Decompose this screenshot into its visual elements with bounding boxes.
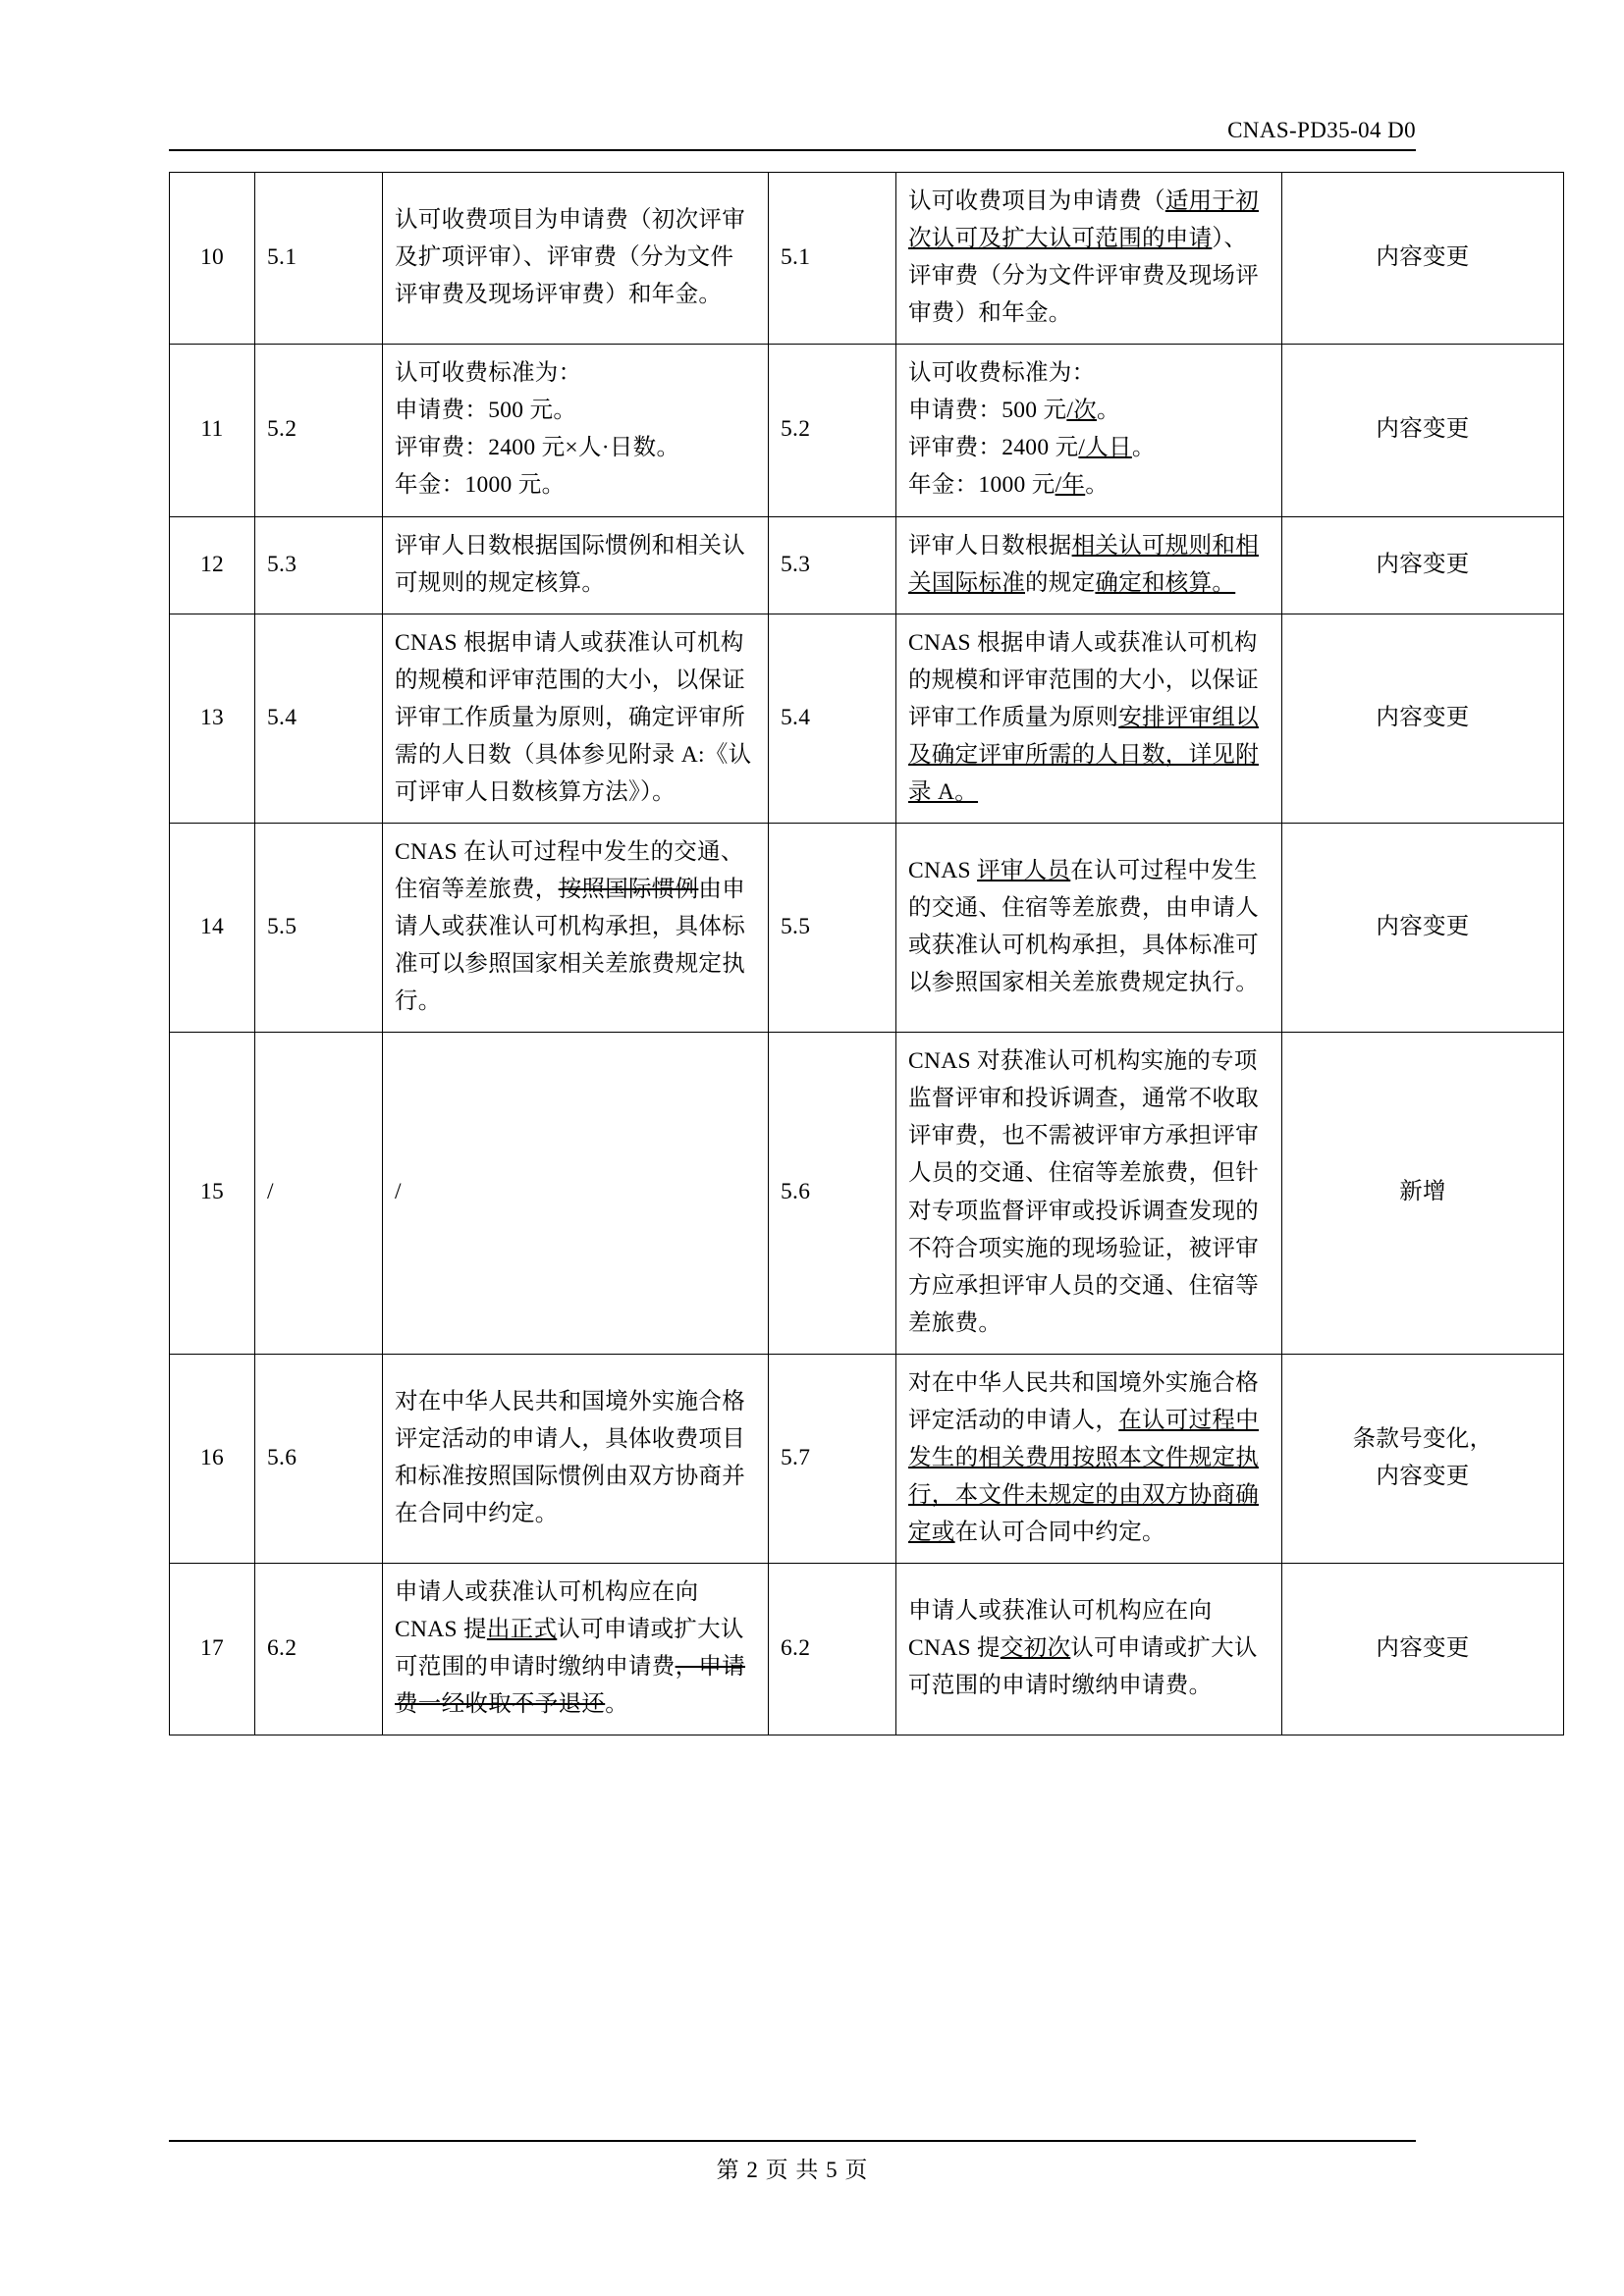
new-clause-number: 5.2 [769, 345, 896, 516]
change-type: 内容变更 [1282, 173, 1564, 345]
old-clause-text: 评审人日数根据国际惯例和相关认可规则的规定核算。 [383, 516, 769, 614]
table-row [170, 1033, 1564, 1355]
new-clause-text: CNAS 对获准认可机构实施的专项监督评审和投诉调查，通常不收取评审费，也不需被评审方承担评审人员的交通、住宿等差旅费，但针对专项监督评审或投诉调查发现的不符合项实施的现场验证，被评审方应承担评审人员的交通、住宿等差旅费。 [896, 1033, 1282, 1355]
table-row [170, 345, 1564, 516]
revision-comparison-table [169, 172, 1564, 1735]
old-clause-number: 5.1 [255, 173, 383, 345]
table-row [170, 1354, 1564, 1563]
old-clause-text: CNAS 根据申请人或获准认可机构的规模和评审范围的大小，以保证评审工作质量为原则，确定评审所需的人日数（具体参见附录 A:《认可评审人日数核算方法》）。 [383, 614, 769, 823]
row-number: 14 [170, 823, 255, 1032]
new-clause-text: 对在中华人民共和国境外实施合格评定活动的申请人，在认可过程中发生的相关费用按照本文件规定执行，本文件未规定的由双方协商确定或在认可合同中约定。 [896, 1354, 1282, 1563]
change-type: 新增 [1282, 1033, 1564, 1355]
change-type: 条款号变化， 内容变更 [1282, 1354, 1564, 1563]
new-clause-number: 5.4 [769, 614, 896, 823]
new-clause-text: 申请人或获准认可机构应在向 CNAS 提交初次认可申请或扩大认可范围的申请时缴纳申请费。 [896, 1564, 1282, 1735]
row-number: 13 [170, 614, 255, 823]
row-number: 10 [170, 173, 255, 345]
new-clause-number: 5.1 [769, 173, 896, 345]
old-clause-text: 认可收费项目为申请费（初次评审及扩项评审）、评审费（分为文件评审费及现场评审费）和年金。 [383, 173, 769, 345]
change-type: 内容变更 [1282, 1564, 1564, 1735]
old-clause-number: 5.2 [255, 345, 383, 516]
new-clause-number: 5.5 [769, 823, 896, 1032]
table-row [170, 516, 1564, 614]
new-clause-text: 评审人日数根据相关认可规则和相关国际标准的规定确定和核算。 [896, 516, 1282, 614]
new-clause-number: 5.6 [769, 1033, 896, 1355]
table-row [170, 1564, 1564, 1735]
new-clause-number: 5.3 [769, 516, 896, 614]
old-clause-number: 5.5 [255, 823, 383, 1032]
change-type: 内容变更 [1282, 614, 1564, 823]
row-number: 16 [170, 1354, 255, 1563]
table-row [170, 614, 1564, 823]
table-row [170, 173, 1564, 345]
table-row [170, 823, 1564, 1032]
table-body [170, 173, 1564, 1735]
old-clause-number: 6.2 [255, 1564, 383, 1735]
new-clause-number: 5.7 [769, 1354, 896, 1563]
old-clause-number: / [255, 1033, 383, 1355]
change-type: 内容变更 [1282, 345, 1564, 516]
page-header-doc-code: CNAS-PD35-04 D0 [1227, 118, 1416, 142]
new-clause-text: 认可收费标准为： 申请费：500 元/次。 评审费：2400 元/人日。 年金：1000 元/年。 [896, 345, 1282, 516]
old-clause-text: 申请人或获准认可机构应在向 CNAS 提出正式认可申请或扩大认可范围的申请时缴纳申请费，申请费一经收取不予退还。 [383, 1564, 769, 1735]
change-type: 内容变更 [1282, 823, 1564, 1032]
old-clause-number: 5.6 [255, 1354, 383, 1563]
change-type: 内容变更 [1282, 516, 1564, 614]
row-number: 11 [170, 345, 255, 516]
page-footer-pagination: 第 2 页 共 5 页 [716, 2158, 869, 2182]
new-clause-text: CNAS 根据申请人或获准认可机构的规模和评审范围的大小，以保证评审工作质量为原则安排评审组以及确定评审所需的人日数，详见附录 A。 [896, 614, 1282, 823]
row-number: 17 [170, 1564, 255, 1735]
row-number: 15 [170, 1033, 255, 1355]
footer-divider [169, 2140, 1416, 2142]
row-number: 12 [170, 516, 255, 614]
old-clause-number: 5.4 [255, 614, 383, 823]
new-clause-number: 6.2 [769, 1564, 896, 1735]
new-clause-text: CNAS 评审人员在认可过程中发生的交通、住宿等差旅费，由申请人或获准认可机构承担，具体标准可以参照国家相关差旅费规定执行。 [896, 823, 1282, 1032]
header-divider [169, 149, 1416, 151]
new-clause-text: 认可收费项目为申请费（适用于初次认可及扩大认可范围的申请）、评审费（分为文件评审费及现场评审费）和年金。 [896, 173, 1282, 345]
old-clause-text: 对在中华人民共和国境外实施合格评定活动的申请人，具体收费项目和标准按照国际惯例由双方协商并在合同中约定。 [383, 1354, 769, 1563]
old-clause-text: CNAS 在认可过程中发生的交通、住宿等差旅费，按照国际惯例由申请人或获准认可机构承担，具体标准可以参照国家相关差旅费规定执行。 [383, 823, 769, 1032]
old-clause-text: 认可收费标准为： 申请费：500 元。 评审费：2400 元×人·日数。 年金：1000 元。 [383, 345, 769, 516]
old-clause-text: / [383, 1033, 769, 1355]
old-clause-number: 5.3 [255, 516, 383, 614]
